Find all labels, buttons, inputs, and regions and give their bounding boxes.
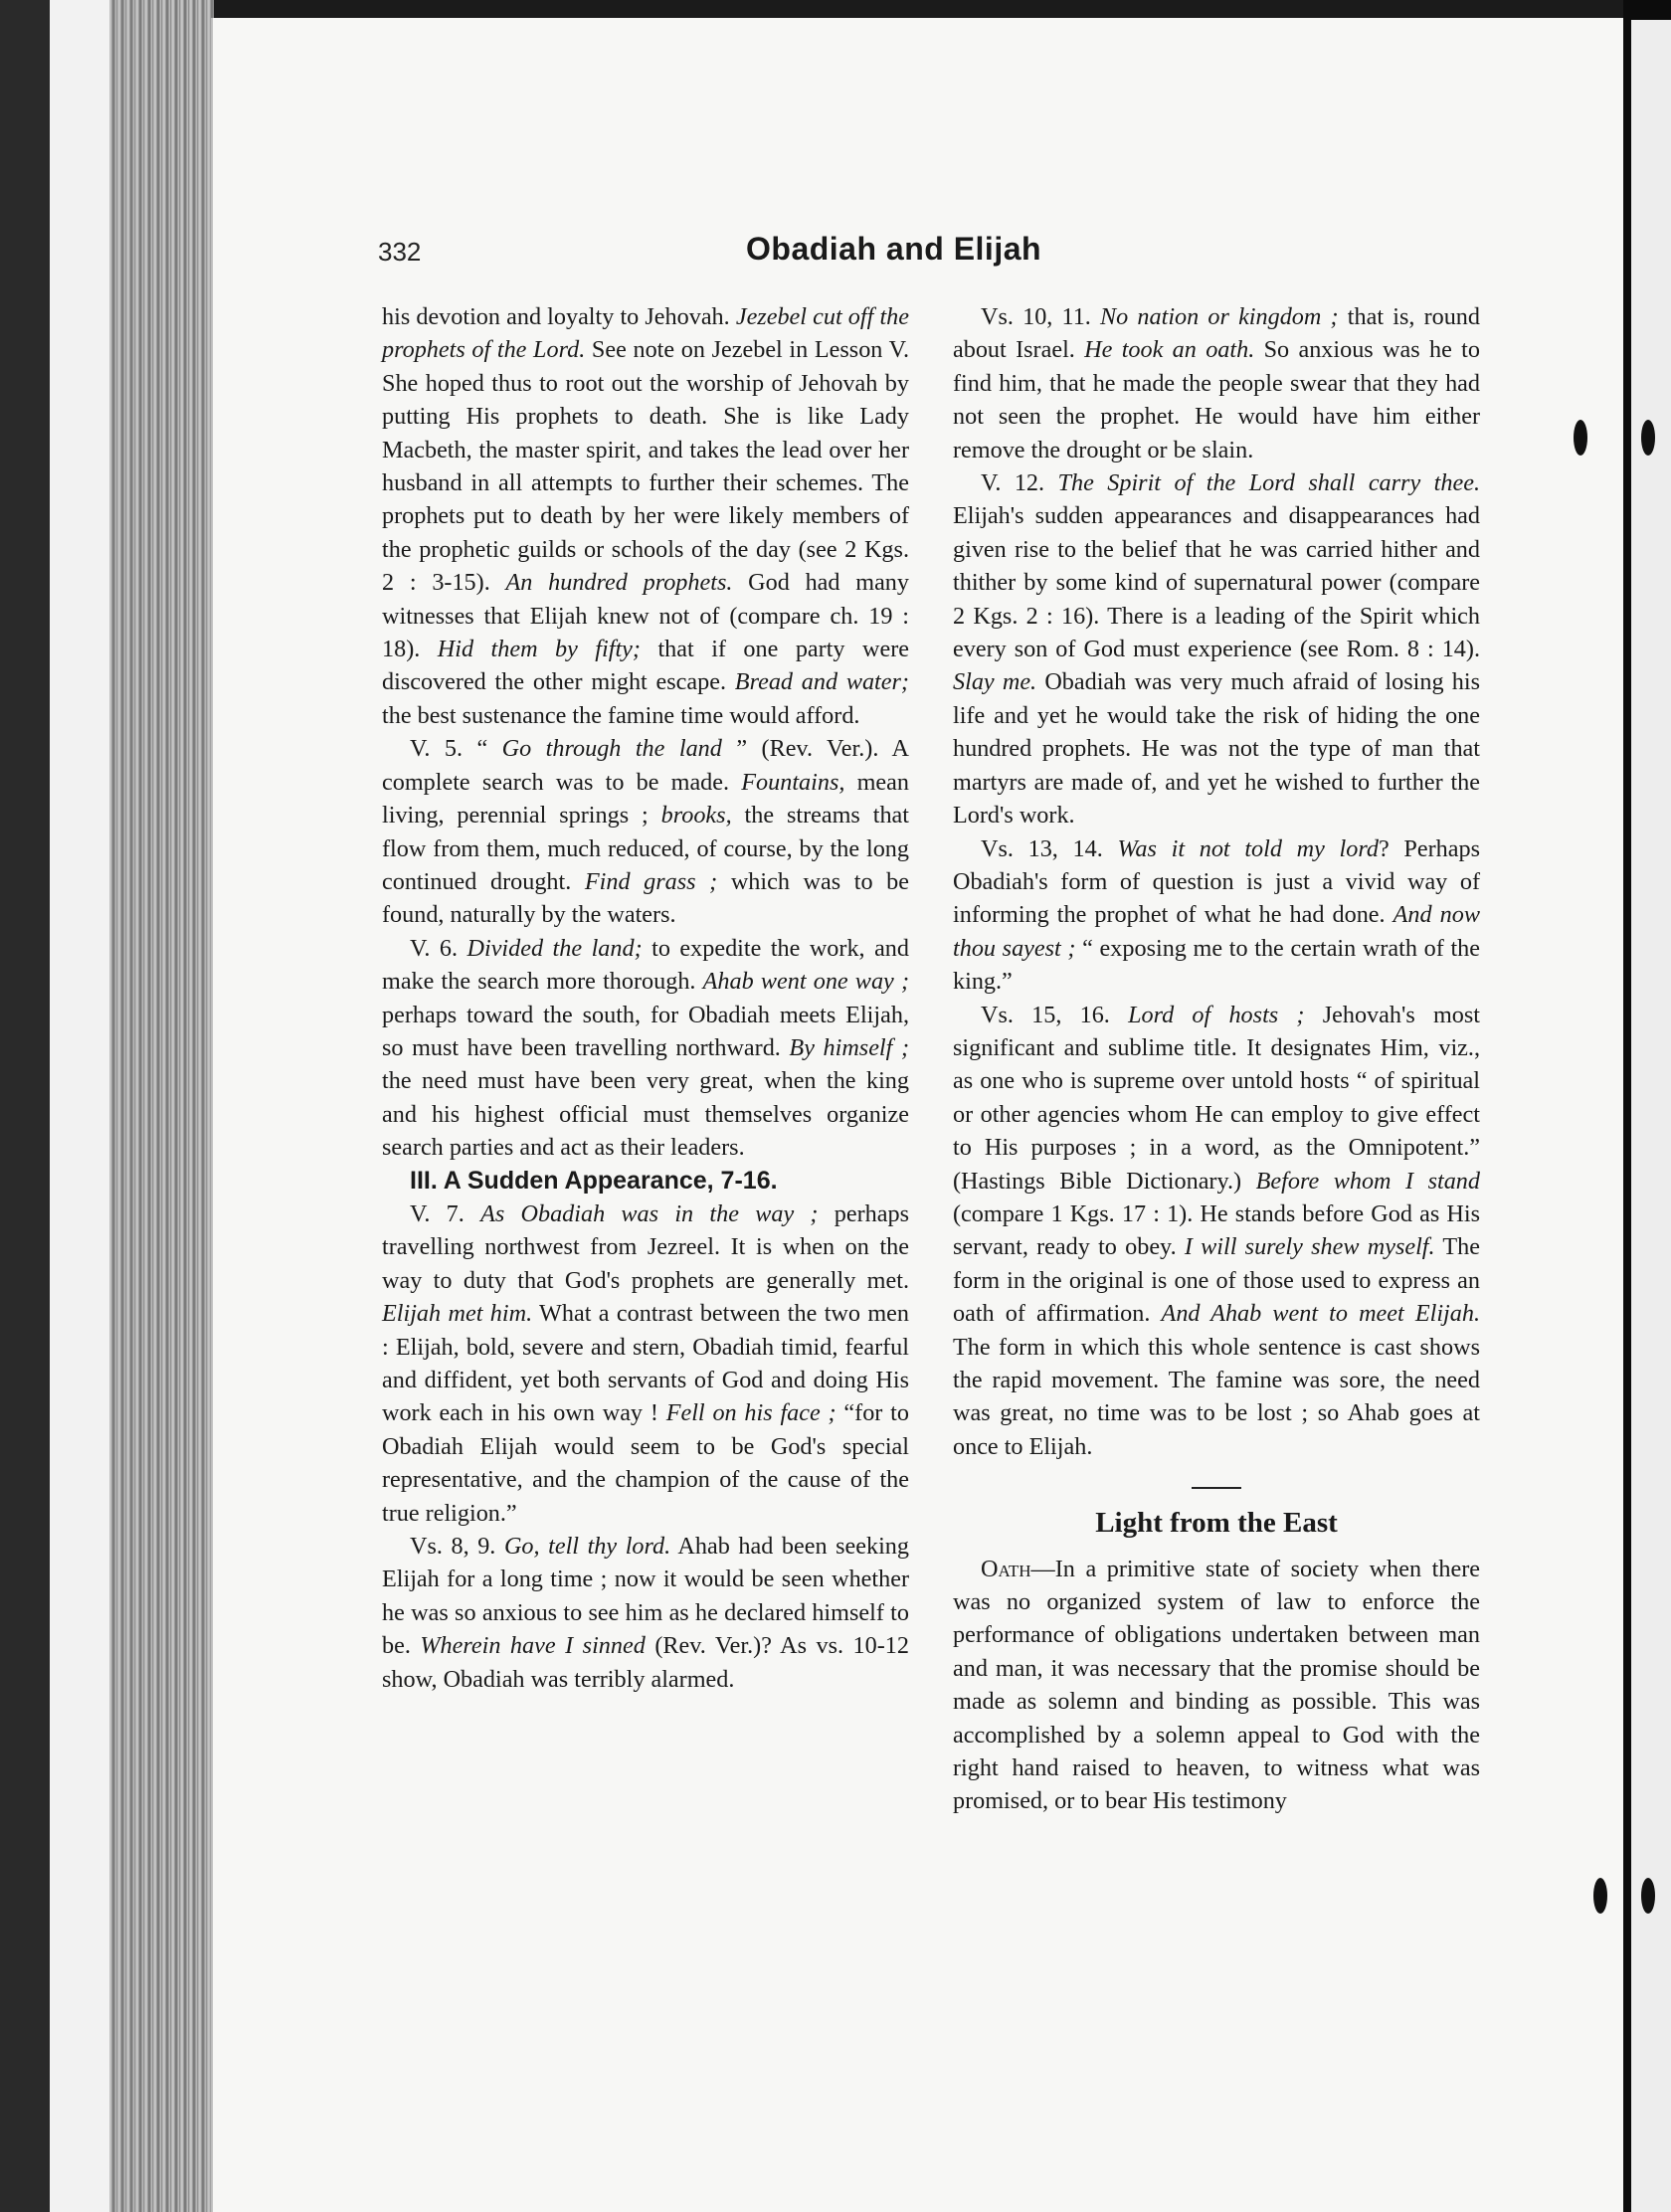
italic-run: By himself ; <box>789 1033 909 1061</box>
running-title: Obadiah and Elijah <box>746 231 1042 267</box>
text-run: ” (Rev. Ver.). A complete search was to be made. <box>382 735 910 796</box>
section-heading: III. A Sudden Appearance, 7-16. <box>410 1166 778 1195</box>
italic-run: Wherein have I sinned <box>420 1632 646 1660</box>
text-run: So anxious was he to find him, that he made the people swear that they had not seen the prophet. He would have him either remove the drought or be slain. <box>953 336 1480 463</box>
text-run: V. 12. <box>981 469 1058 497</box>
page-number: 332 <box>378 237 422 267</box>
paragraph <box>382 300 909 732</box>
italic-run: I will surely shew myself. <box>1184 1233 1435 1261</box>
italic-run: Go through the land <box>501 735 722 763</box>
sub-heading: Light from the East <box>1095 1507 1338 1540</box>
section-divider <box>1192 1487 1241 1489</box>
text-run: The form in which this whole sentence is cast shows the rapid movement. The famine was sore, the need was great, no time was to be lost ; so Ahab goes at once to Elijah. <box>953 1333 1480 1460</box>
italic-run: Fountains, <box>741 768 845 796</box>
left-column <box>382 300 909 1696</box>
text-run: —In a primitive state of society when there was no organized system of law to enforce the performance of obligations undertaken between man and man, it was necessary that the promise should be made as solemn and binding as possible. This was accomplished by a solemn appeal to God with the right hand raised to heaven, to witness what was promised, or to bear His testimony <box>953 1555 1480 1815</box>
text-run: What a contrast between the two men : Elijah, bold, severe and stern, Obadiah timid, fearful and diffident, yet both servants of God and doing His work each in his own way ! <box>382 1300 910 1427</box>
italic-run: No nation or kingdom ; <box>1100 303 1339 330</box>
text-run: “ exposing me to the certain wrath of the king.” <box>953 934 1480 996</box>
text-run: his devotion and loyalty to Jehovah. <box>382 303 736 330</box>
paragraph <box>953 999 1480 1464</box>
text-run: Ahab had been seeking Elijah for a long time ; now it would be seen whether he was so anxious to see him as he declared himself to be. <box>382 1533 909 1660</box>
text-run: perhaps travelling northwest from Jezreel. It is when on the way to duty that God's prophets are generally met. <box>382 1199 909 1294</box>
paragraph <box>953 300 1480 466</box>
italic-run: And Ahab went to meet Elijah. <box>1161 1300 1481 1328</box>
text-run: the best sustenance the famine time would afford. <box>382 701 860 729</box>
italic-run: brooks, <box>660 802 732 830</box>
paragraph <box>382 932 909 1165</box>
binding-hole-icon <box>1574 420 1587 456</box>
binding-hole-icon <box>1641 420 1655 456</box>
paragraph <box>953 832 1480 999</box>
book-spine-shadow <box>0 0 50 2212</box>
text-run: that is, round about Israel. <box>953 303 1480 364</box>
italic-run: Bread and water; <box>734 668 909 696</box>
binding-hole-icon <box>1641 1878 1655 1914</box>
text-run: perhaps toward the south, for Obadiah meets Elijah, so must have been travelling northward. <box>382 1001 909 1061</box>
text-run: Vs. 10, 11. <box>981 303 1101 330</box>
paragraph <box>382 732 909 931</box>
italic-run: As Obadiah was in the way ; <box>480 1199 819 1227</box>
text-run: “for to Obadiah Elijah would seem to be God's special representative, and the champion of the cause of the true religion.” <box>382 1399 909 1527</box>
right-column <box>953 300 1480 1818</box>
text-run: Jehovah's most significant and sublime title. It designates Him, viz., as one who is supreme over untold hosts “ of spiritual or other agencies whom He can employ to give effect to His purposes ; in a word, as the Omnipotent.” (Hastings Bible Dictionary.) <box>953 1001 1480 1195</box>
text-run: Obadiah was very much afraid of losing his life and yet he would take the risk of hiding the one hundred prophets. He was not the type of man that martyrs are made of, and yet he wished to further the Lord's work. <box>953 668 1480 830</box>
italic-run: Jezebel cut off the prophets of the Lord. <box>382 303 909 364</box>
italic-run: Lord of hosts ; <box>1128 1001 1305 1028</box>
italic-run: He took an oath. <box>1084 336 1255 364</box>
text-run: Elijah's sudden appearances and disappearances had given rise to the belief that he was carried hither and thither by some kind of supernatural power (compare 2 Kgs. 2 : 16). There is a leading of the Spirit which every son of God must experience (see Rom. 8 : 14). <box>953 502 1480 663</box>
text-run: (Rev. Ver.)? As vs. 10-12 show, Obadiah was terribly alarmed. <box>382 1632 909 1693</box>
italic-run: And now thou sayest ; <box>953 901 1480 962</box>
paragraph <box>953 1553 1480 1818</box>
text-run: Vs. 8, 9. <box>410 1533 504 1561</box>
text-run: V. 7. <box>410 1199 481 1227</box>
italic-run: Elijah met him. <box>382 1300 533 1328</box>
italic-run: Divided the land; <box>466 934 643 962</box>
text-run: the streams that flow from them, much reduced, of course, by the long continued drought. <box>382 802 909 895</box>
italic-run: Find grass ; <box>584 867 718 895</box>
italic-run: Was it not told my lord <box>1117 834 1379 862</box>
text-run: which was to be found, naturally by the waters. <box>382 867 909 929</box>
italic-run: Go, tell thy lord. <box>503 1533 671 1561</box>
text-run: V. 6. <box>410 934 467 962</box>
paragraph <box>953 466 1480 831</box>
text-run: Vs. 13, 14. <box>981 834 1118 862</box>
text-run: the need must have been very great, when the king and his highest official must themselves organize search parties and act as their leaders. <box>382 1067 909 1162</box>
paragraph-body <box>953 1556 1480 1815</box>
italic-run: Slay me. <box>953 668 1037 696</box>
italic-run: Ahab went one way ; <box>702 968 909 996</box>
text-run: ? Perhaps Obadiah's form of question is just a vivid way of informing the prophet of what he had done. <box>953 834 1480 929</box>
italic-run: Hid them by fifty; <box>437 636 641 663</box>
text-run: Vs. 15, 16. <box>981 1001 1129 1028</box>
binding-hole-icon <box>1593 1878 1607 1914</box>
paragraph <box>382 1530 909 1696</box>
text-run: See note on Jezebel in Lesson V. She hoped thus to root out the worship of Jehovah by putting His prophets to death. She is like Lady Macbeth, the master spirit, and takes the lead over her husband in all attempts to further their schemes. The prophets put to death by her were likely members of the prophetic guilds or schools of the day (see 2 Kgs. 2 : 3-15). <box>382 336 910 597</box>
italic-run: Fell on his face ; <box>665 1399 836 1427</box>
text-run: to expedite the work, and make the search more thorough. <box>382 934 909 996</box>
oath-lead: Oath <box>981 1555 1031 1582</box>
text-run: V. 5. “ <box>410 735 502 763</box>
book-page-edges <box>50 0 109 2212</box>
italic-run: An hundred prophets. <box>505 569 733 597</box>
paragraph <box>382 1198 909 1530</box>
text-run: mean living, perennial springs ; <box>382 768 909 830</box>
text-run: God had many witnesses that Elijah knew not of (compare ch. 19 : 18). <box>382 569 909 663</box>
italic-run: The Spirit of the Lord shall carry thee. <box>1057 469 1480 497</box>
text-run: that if one party were discovered the other might escape. <box>382 636 909 696</box>
italic-run: Before whom I stand <box>1255 1167 1480 1195</box>
text-run: The form in the original is one of those used to express an oath of affirmation. <box>953 1233 1480 1328</box>
text-run: (compare 1 Kgs. 17 : 1). He stands before God as His servant, ready to obey. <box>953 1199 1480 1261</box>
